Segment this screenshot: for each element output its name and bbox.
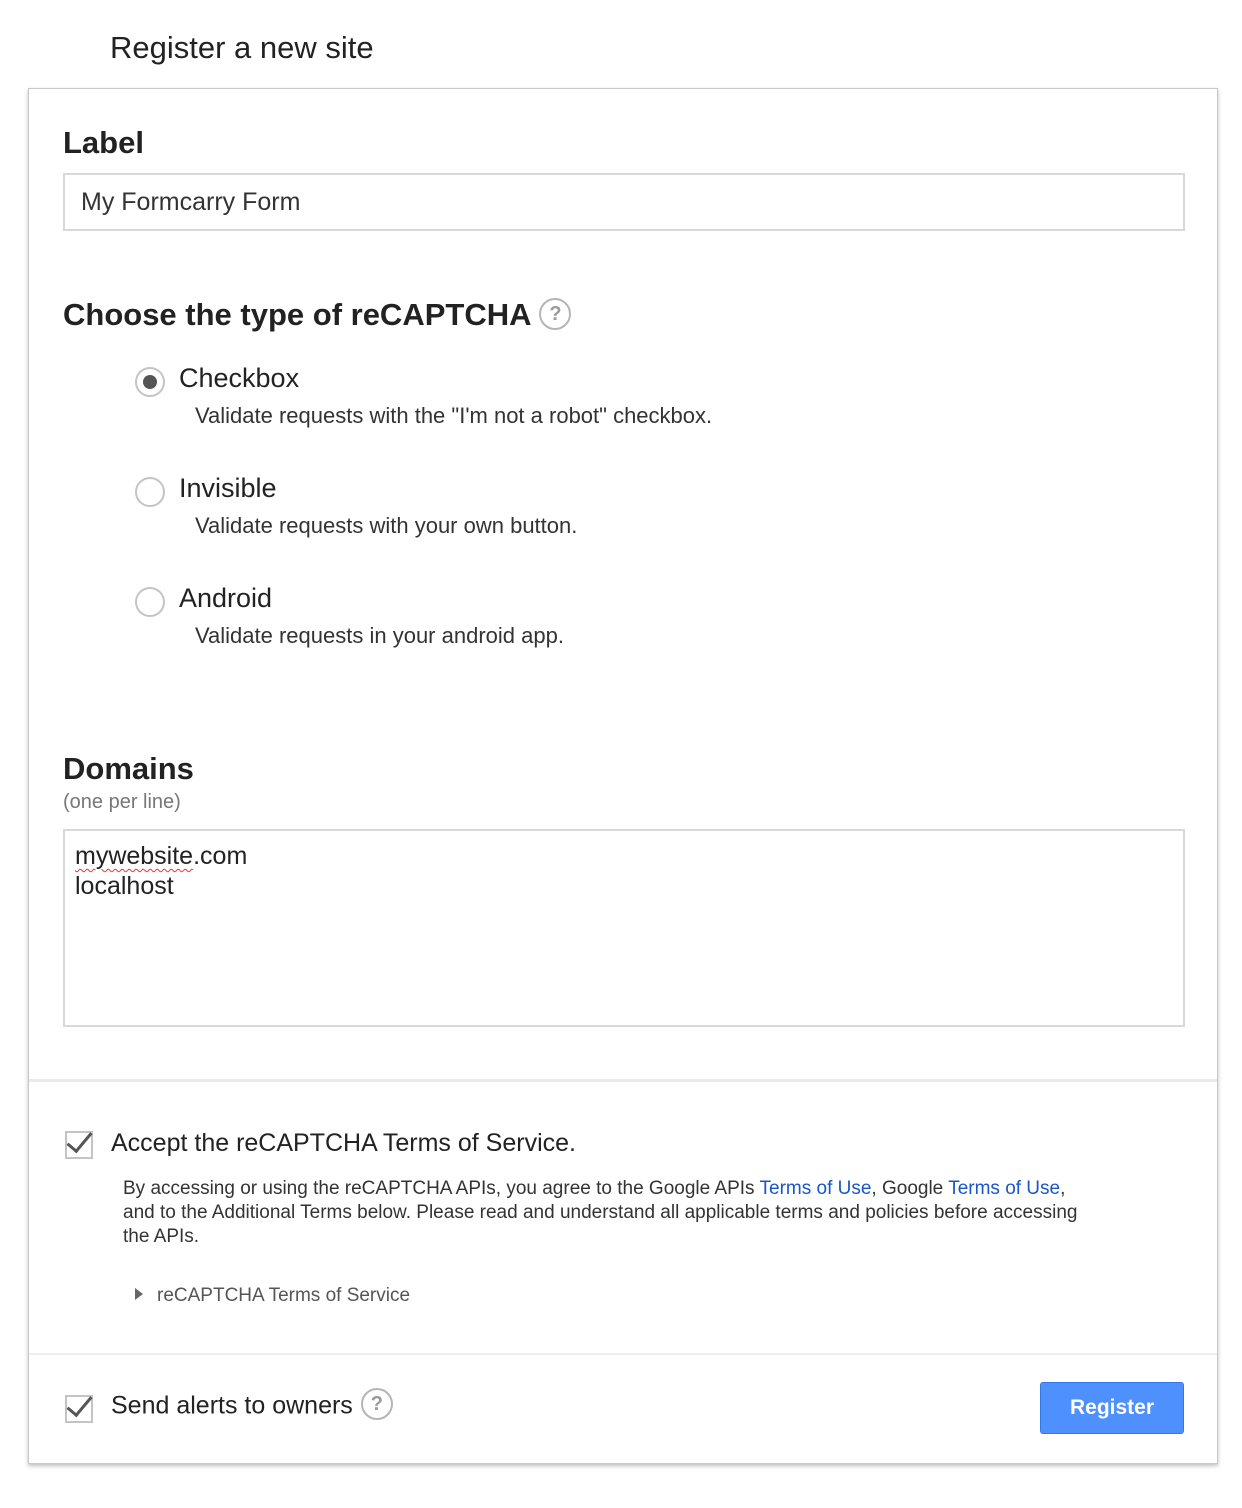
page-title: Register a new site (110, 30, 374, 65)
spellcheck-word: mywebsite (75, 842, 194, 870)
radio-button-selected[interactable] (135, 367, 165, 397)
help-icon[interactable]: ? (539, 298, 571, 330)
radio-label[interactable]: Checkbox (179, 363, 300, 393)
domain-suffix: .com (193, 842, 248, 870)
tos-text: , and to the Additional Terms below. Please read and understand all applicable terms and policies before accessing the APIs. (123, 1178, 1078, 1247)
tos-title[interactable]: Accept the reCAPTCHA Terms of Service. (111, 1129, 576, 1157)
radio-button[interactable] (135, 477, 165, 507)
register-button[interactable]: Register (1040, 1382, 1184, 1434)
label-heading: Label (63, 125, 144, 160)
domain-line: localhost (75, 872, 174, 900)
radio-button[interactable] (135, 587, 165, 617)
alerts-checkbox[interactable] (65, 1395, 93, 1423)
radio-label[interactable]: Android (179, 583, 273, 613)
radio-label[interactable]: Invisible (179, 473, 277, 503)
domain-line (75, 841, 1173, 871)
tos-text: By accessing or using the reCAPTCHA APIs, you agree to the Google APIs (123, 1178, 760, 1199)
domains-heading: Domains (63, 751, 194, 786)
label-input[interactable]: My Formcarry Form (63, 173, 1185, 231)
register-site-card (28, 88, 1218, 1464)
recaptcha-type-heading-text: Choose the type of reCAPTCHA (63, 297, 532, 332)
alerts-label[interactable] (111, 1391, 393, 1423)
google-apis-terms-link[interactable]: Terms of Use (759, 1178, 872, 1199)
tos-disclosure[interactable] (135, 1285, 410, 1307)
tos-checkbox[interactable] (65, 1131, 93, 1159)
radio-description: Validate requests with your own button. (195, 513, 578, 538)
tos-body (123, 1177, 1083, 1249)
radio-description: Validate requests with the "I'm not a robot" checkbox. (195, 403, 713, 428)
help-icon[interactable]: ? (361, 1388, 393, 1420)
footer-divider (29, 1353, 1217, 1355)
alerts-label-text[interactable]: Send alerts to owners (111, 1391, 353, 1420)
recaptcha-type-heading (63, 297, 571, 333)
radio-description: Validate requests in your android app. (195, 623, 564, 648)
domains-hint: (one per line) (63, 791, 181, 813)
google-terms-link[interactable]: Terms of Use (948, 1178, 1061, 1199)
tos-text: , Google (871, 1178, 949, 1199)
domains-textarea[interactable] (63, 829, 1185, 1027)
tos-disclosure-label[interactable]: reCAPTCHA Terms of Service (157, 1285, 411, 1306)
triangle-right-icon (135, 1288, 143, 1300)
section-divider (29, 1079, 1217, 1082)
